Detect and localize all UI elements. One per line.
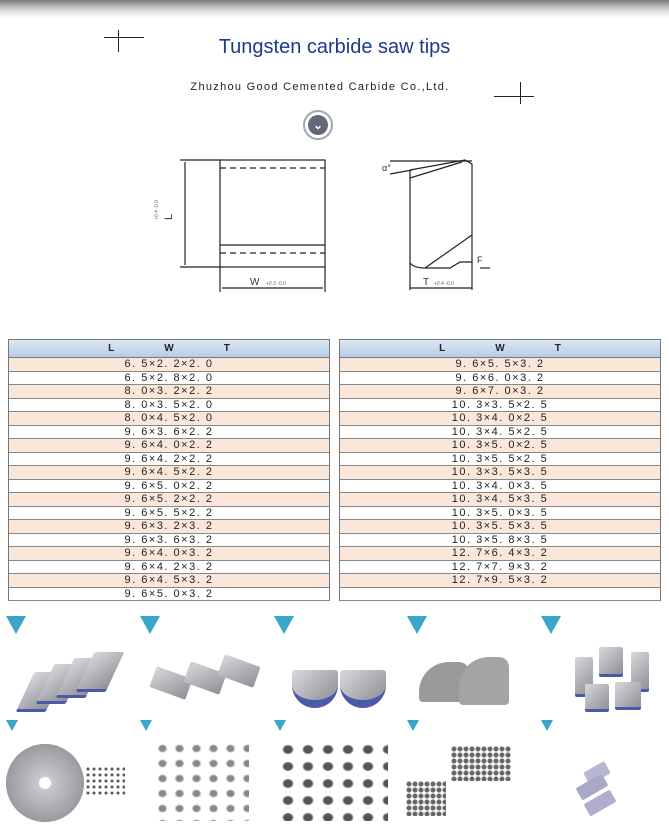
photo-round-tips <box>268 612 402 716</box>
l-label: L <box>163 213 175 220</box>
table-row: 10. 3×4. 5×2. 5 <box>340 426 660 440</box>
table-row: 12. 7×7. 9×3. 2 <box>340 561 660 575</box>
table-row: 9. 6×4. 5×3. 2 <box>9 574 329 588</box>
logo-icon <box>541 616 561 634</box>
table-row: 9. 6×3. 6×3. 2 <box>9 534 329 548</box>
photo-saw-blade <box>0 716 134 828</box>
table-row: 9. 6×4. 5×2. 2 <box>9 466 329 480</box>
photo-scattered-tips-light <box>134 716 268 828</box>
table-row: 9. 6×5. 2×2. 2 <box>9 493 329 507</box>
top-shadow <box>0 0 669 18</box>
company-name: Zhuzhou Good Cemented Carbide Co.,Ltd. <box>190 81 450 93</box>
table-row: 9. 6×4. 0×3. 2 <box>9 547 329 561</box>
table-row: 9. 6×3. 2×3. 2 <box>9 520 329 534</box>
table-header <box>9 340 329 358</box>
logo-icon <box>407 720 419 731</box>
photo-scattered-tips-dark <box>268 716 402 828</box>
table-row: 10. 3×5. 5×3. 5 <box>340 520 660 534</box>
size-table-right <box>339 339 661 601</box>
table-row: 9. 6×5. 0×2. 2 <box>9 480 329 494</box>
header-l: L <box>439 343 446 354</box>
table-row <box>340 588 660 602</box>
table-row: 9. 6×4. 2×2. 2 <box>9 453 329 467</box>
w-tolerance: +0.3 -0.0 <box>266 281 286 287</box>
table-row: 10. 3×5. 0×3. 5 <box>340 507 660 521</box>
table-row: 6. 5×2. 8×2. 0 <box>9 372 329 386</box>
photo-pointed-tips <box>535 612 669 716</box>
table-row: 9. 6×5. 5×3. 2 <box>340 358 660 372</box>
page-title: Tungsten carbide saw tips <box>218 36 451 58</box>
logo-icon <box>6 720 18 731</box>
table-row: 12. 7×9. 5×3. 2 <box>340 574 660 588</box>
photo-rectangular-tips <box>134 612 268 716</box>
table-row: 9. 6×7. 0×3. 2 <box>340 385 660 399</box>
table-body <box>9 358 329 601</box>
l-tolerance: +0.4 -0.0 <box>154 200 160 220</box>
photo-angled-tips <box>0 612 134 716</box>
table-row: 9. 6×5. 0×3. 2 <box>9 588 329 602</box>
logo-icon <box>140 616 160 634</box>
logo-icon <box>407 616 427 634</box>
logo-icon <box>6 616 26 634</box>
table-row: 10. 3×4. 0×2. 5 <box>340 412 660 426</box>
header-w: W <box>164 343 174 354</box>
t-label: T <box>423 277 430 288</box>
table-row: 8. 0×3. 2×2. 2 <box>9 385 329 399</box>
table-row: 10. 3×4. 5×3. 5 <box>340 493 660 507</box>
size-table-left <box>8 339 330 601</box>
table-row: 9. 6×4. 0×2. 2 <box>9 439 329 453</box>
dimension-drawing <box>150 150 500 300</box>
f-label: F <box>477 255 483 265</box>
table-row: 8. 0×3. 5×2. 0 <box>9 399 329 413</box>
table-row: 9. 6×5. 5×2. 2 <box>9 507 329 521</box>
w-label: W <box>250 277 260 288</box>
logo-icon <box>274 720 286 731</box>
crop-mark <box>494 96 534 97</box>
table-row: 10. 3×5. 0×2. 5 <box>340 439 660 453</box>
table-row: 12. 7×6. 4×3. 2 <box>340 547 660 561</box>
product-photos <box>0 612 669 828</box>
alpha-label: α° <box>382 163 391 173</box>
logo-icon <box>541 720 553 731</box>
logo-icon <box>274 616 294 634</box>
logo-icon <box>140 720 152 731</box>
table-row: 8. 0×4. 5×2. 0 <box>9 412 329 426</box>
table-row: 10. 3×5. 8×3. 5 <box>340 534 660 548</box>
table-header <box>340 340 660 358</box>
table-row: 10. 3×3. 5×3. 5 <box>340 466 660 480</box>
table-row: 10. 3×3. 5×2. 5 <box>340 399 660 413</box>
photo-semicircle-tips <box>401 612 535 716</box>
header-l: L <box>108 343 115 354</box>
table-row: 6. 5×2. 2×2. 0 <box>9 358 329 372</box>
table-row: 10. 3×4. 0×3. 5 <box>340 480 660 494</box>
table-body <box>340 358 660 601</box>
chevron-down-icon: ⌄ <box>303 110 333 140</box>
table-row: 10. 3×5. 5×2. 5 <box>340 453 660 467</box>
table-row: 9. 6×4. 2×3. 2 <box>9 561 329 575</box>
header-t: T <box>223 343 230 354</box>
photo-small-tips-pile <box>401 716 535 828</box>
photo-lilac-tips <box>535 716 669 828</box>
table-row: 9. 6×3. 6×2. 2 <box>9 426 329 440</box>
header-t: T <box>554 343 561 354</box>
table-row: 9. 6×6. 0×3. 2 <box>340 372 660 386</box>
t-tolerance: +0.4 -0.0 <box>434 281 454 287</box>
header-w: W <box>495 343 505 354</box>
